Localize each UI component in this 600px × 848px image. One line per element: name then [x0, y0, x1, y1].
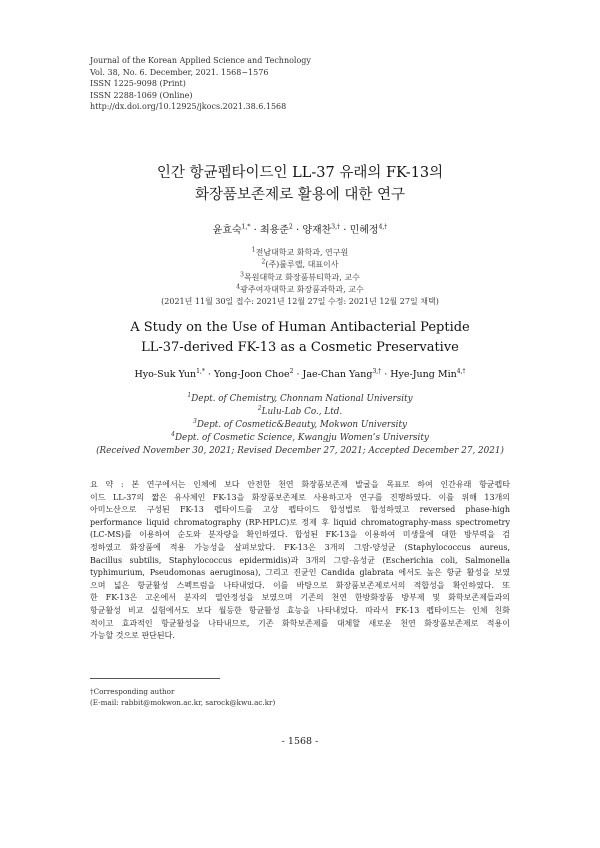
abstract-line: 정하였고 화장품에 적용 가능성을 살펴보았다. FK-13은 3개의 그람-양성균 (Staphylococcus aureus, [90, 542, 510, 552]
issn-print: ISSN 1225-9098 (Print) [90, 79, 186, 88]
affiliation-text: 광주여자대학교 화장품과학과, 교수 [240, 284, 364, 294]
abstract-line: 으며 넓은 항균활성 스펙트럼을 나타내었다. 이를 바탕으로 화장품보존제로서의 적합성을 확인하였다. 또 [90, 580, 510, 590]
affiliation-text: Dept. of Cosmetic Science, Kwangju Women’s University [174, 433, 429, 443]
author-name: Yong-Joon Choe [213, 369, 290, 380]
korean-title-line-2: 화장품보존제로 활용에 대한 연구 [195, 187, 405, 203]
abstract-line: 이드 LL-37의 짧은 유사체인 FK-13을 화장품보존제로 사용하고자 연구를 진행하였다. 이를 위해 13개의 [90, 492, 510, 502]
affiliation [0, 393, 600, 406]
author-sup: 1,* [196, 367, 205, 375]
footnote-divider [90, 678, 220, 679]
korean-authors [0, 221, 600, 236]
abstract-line: 한 FK-13은 고온에서 분자의 열안정성을 보였으며 기존의 천연 한방화장품 방부제 및 화학보존제들과의 [90, 593, 510, 603]
english-title-line-2: LL-37-derived FK-13 as a Cosmetic Preservative [141, 340, 459, 355]
affiliation-text: 목원대학교 화장품뷰티학과, 교수 [244, 272, 360, 282]
affiliation [0, 259, 600, 271]
abstract-line: typhimurium, Pseudomonas aeruginosa), 그리고 진균인 Candida glabrata 에서도 높은 항균 활성을 보였 [90, 568, 510, 578]
affiliation-text: Dept. of Chemistry, Chonnam National University [191, 394, 413, 404]
abstract-line: 요 약 : 본 연구에서는 인체에 보다 안전한 천연 화장품보존제 발굴을 목표로 하여 인간유래 항균펩타 [90, 480, 510, 489]
author-sup: 4,† [378, 223, 388, 231]
author-sup: 2 [289, 367, 294, 375]
abstract-line: Bacillus subtilis, Staphylococcus epidermidis)과 3개의 그람-음성균 (Escherichia coli, Salmonella [90, 555, 510, 565]
affiliation-sup: 2 [261, 258, 266, 266]
affiliation-text: Lulu-Lab Co., Ltd. [261, 407, 343, 417]
author-separator: · [340, 225, 350, 236]
affiliation-sup: 4 [236, 283, 241, 291]
english-affiliations [0, 393, 600, 458]
author-name: Hyo-Suk Yun [134, 369, 197, 380]
abstract [90, 479, 510, 643]
journal-volume: Vol. 38, No. 6. December, 2021. 1568~1576 [90, 67, 269, 77]
korean-dates: (2021년 11월 30일 접수: 2021년 12월 27일 수정: 2021년 12월 27일 채택) [161, 297, 439, 307]
affiliation-text: (주)룰루랩, 대표이사 [265, 260, 339, 270]
journal-name: Journal of the Korean Applied Science and Technology [90, 56, 311, 65]
affiliation [0, 406, 600, 419]
author-name: 민혜정 [349, 225, 379, 236]
affiliation [0, 272, 600, 284]
issn-online: ISSN 2288-1069 (Online) [90, 90, 193, 100]
author-name: 윤효숙 [212, 225, 242, 236]
author-name: Jae-Chan Yang [302, 369, 373, 380]
author-name: 최용준 [259, 225, 289, 236]
affiliation [0, 247, 600, 259]
english-title-line-1: A Study on the Use of Human Antibacterial Peptide [130, 320, 470, 335]
affiliation-sup: 4 [171, 431, 175, 439]
korean-title-line-1: 인간 항균펩타이드인 LL-37 유래의 FK-13의 [156, 165, 444, 181]
author-sup: 2 [288, 223, 293, 231]
footnote [90, 686, 275, 708]
author-separator: · [292, 225, 303, 236]
affiliation-sup: 2 [257, 405, 262, 413]
author-sup: 1,* [241, 223, 251, 231]
affiliation-sup: 3 [193, 418, 197, 426]
affiliation [0, 284, 600, 296]
author-name: 양재찬 [302, 225, 332, 236]
english-authors [0, 369, 600, 380]
doi-link[interactable]: http://dx.doi.org/10.12925/jkocs.2021.38.6.1568 [90, 102, 287, 111]
corresponding-author: †Corresponding author [90, 687, 175, 696]
abstract-line: (LC-MS)를 이용하여 순도와 분자량을 확인하였다. 합성된 FK-13을 이용하여 미생물에 대한 방부력을 검 [90, 530, 510, 540]
affiliation [0, 432, 600, 445]
author-separator: · [204, 369, 214, 380]
affiliation-text: Dept. of Cosmetic&Beauty, Mokwon University [196, 420, 407, 430]
author-separator: · [250, 225, 260, 236]
author-separator: · [293, 369, 303, 380]
korean-affiliations [0, 247, 600, 308]
abstract-line: performance liquid chromatography (RP-HPLC)로 정제 후 liquid chromatography-mass spectrometry [90, 517, 510, 527]
abstract-line: 적이고 효과적인 항균활성을 나타내므로, 기존 화학보존제를 대체할 새로운 천연 화장품보존제로 적용이 [90, 618, 510, 628]
english-dates: (Received November 30, 2021; Revised December 27, 2021; Accepted December 27, 2021) [96, 446, 504, 456]
abstract-line: 항균활성 비교 실험에서도 보다 월등한 항균활성 효능을 나타내었다. 따라서 FK-13 펩타이드는 인체 친화 [90, 605, 510, 615]
affiliation-text: 전남대학교 화학과, 연구원 [255, 248, 349, 257]
english-title [0, 318, 600, 358]
korean-title [0, 162, 600, 206]
author-name: Hye-Jung Min [390, 369, 457, 380]
author-sup: 3,† [372, 367, 382, 375]
abstract-line: 가능할 것으로 판단된다. [90, 631, 175, 641]
author-separator: · [381, 369, 391, 380]
affiliation [0, 419, 600, 432]
affiliation-sup: 1 [187, 392, 192, 400]
author-sup: 3,† [331, 223, 341, 231]
affiliation-sup: 3 [240, 270, 244, 278]
author-sup: 4,† [456, 367, 466, 375]
contact-email: (E-mail: rabbit@mokwon.ac.kr, sarock@kwu.ac.kr) [90, 698, 276, 707]
affiliation-sup: 1 [251, 246, 256, 254]
page-number: - 1568 - [281, 736, 319, 747]
journal-info [90, 55, 311, 113]
abstract-line: 아미노산으로 구성된 FK-13 펩타이드를 고상 펩타이드 합성법로 합성하였고 reversed phase-high [90, 505, 510, 515]
